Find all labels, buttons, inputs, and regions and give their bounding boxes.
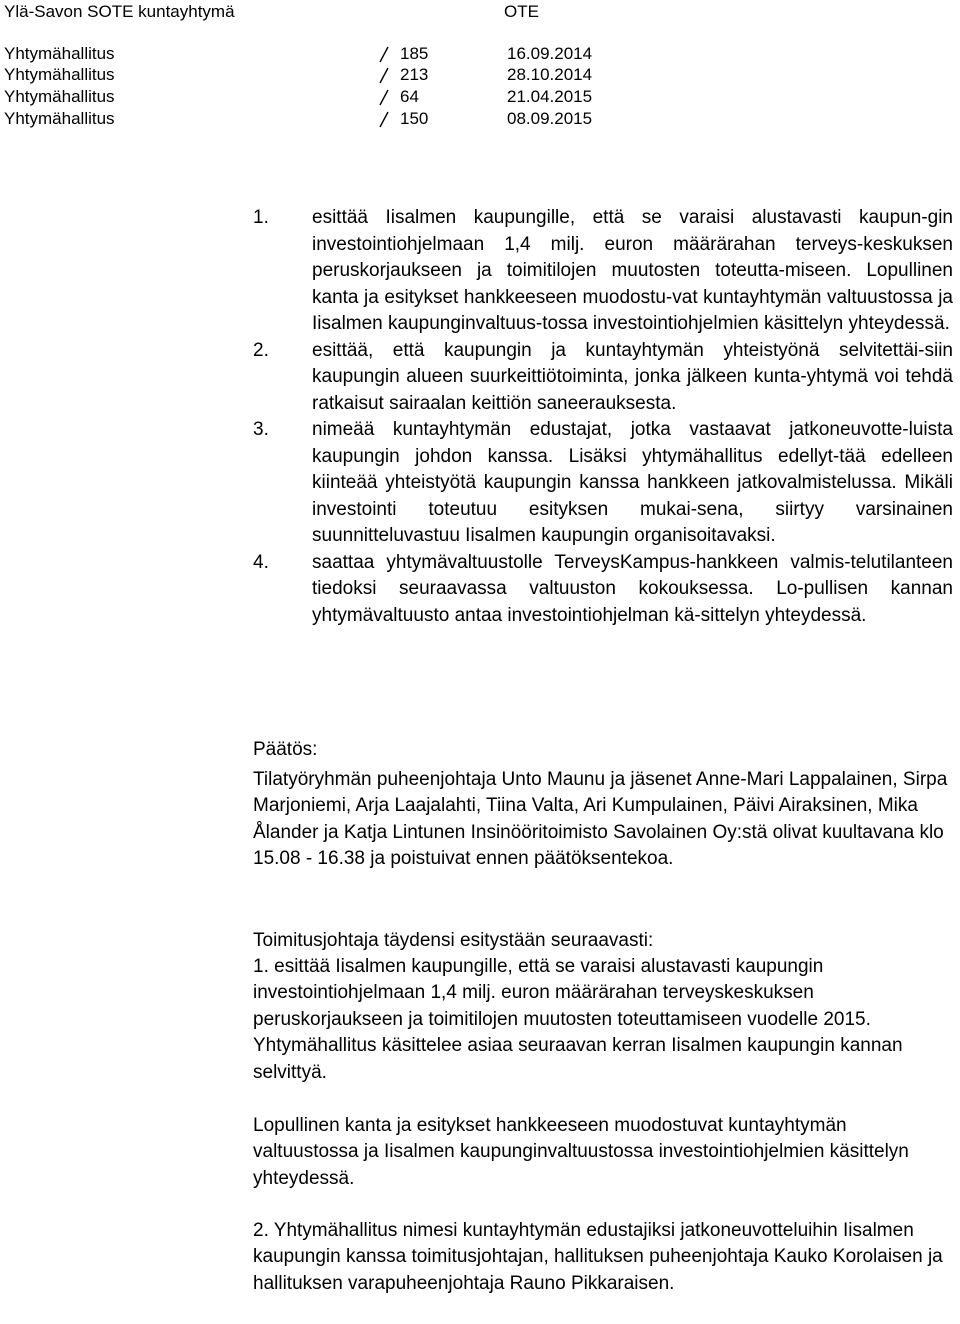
proposal-item: [253, 417, 953, 550]
proposal-item: [253, 205, 953, 338]
item-text: esittää, että kaupungin ja kuntayhtymän yhteistyönä selvitettäi-siin kaupungin alueen suurkeittiötoiminta, jonka jälkeen kunta-yhtymä voi tehdä ratkaisut sairaalan keittiön saneerauksesta.: [312, 339, 953, 414]
supplement-item-1-continued: Lopullinen kanta ja esitykset hankkeeseen muodostuvat kuntayhtymän valtuustossa ja Iisalmen kaupunginvaltuustossa investointiohjelmien käsittelyn yhteydessä.: [253, 1115, 909, 1189]
section-mark-icon: [377, 67, 391, 84]
item-number: 3.: [253, 419, 269, 440]
reference-number: 185: [400, 44, 429, 63]
reference-body: Yhtymähallitus: [4, 109, 115, 128]
supplement-intro: Toimitusjohtaja täydensi esitystään seuraavasti:: [253, 930, 654, 951]
reference-row: [4, 86, 704, 108]
section-mark-icon: [377, 46, 391, 63]
supplement-item-2: 2. Yhtymähallitus nimesi kuntayhtymän edustajiksi jatkoneuvotteluihin Iisalmen kaupungin kanssa toimitusjohtajan, hallituksen puheenjohtaja Kauko Korolaisen ja hallituksen varapuheenjohtaja Rauno Pikkaraisen.: [253, 1220, 943, 1294]
item-number: 4.: [253, 551, 269, 573]
reference-row: [4, 43, 704, 65]
item-number: 1.: [253, 207, 269, 228]
reference-date: 28.10.2014: [507, 65, 593, 84]
item-text: saattaa yhtymävaltuustolle TerveysKampus-hankkeen valmis-telutilanteen tiedoksi seuraavassa valtuuston kokouksessa. Lo-pullisen kannan yhtymävaltuusto antaa investointiohjelman kä-sittelyn yhteydessä.: [312, 551, 953, 626]
decision-paragraph: Tilatyöryhmän puheenjohtaja Unto Maunu ja jäsenet Anne-Mari Lappalainen, Sirpa Marjoniemi, Arja Laajalahti, Tiina Valta, Ari Kumpulainen, Päivi Airaksinen, Mika Ålander ja Katja Lintunen Insinööritoimisto Savolainen Oy:stä olivat kuultavana klo 15.08 - 16.38 ja poistuivat ennen päätöksentekoa.: [253, 769, 948, 870]
reference-row: [4, 64, 704, 86]
item-number: 2.: [253, 339, 269, 361]
supplement-item-1: 1. esittää Iisalmen kaupungille, että se varaisi alustavasti kaupungin investointiohjelmaan 1,4 milj. euron määrärahan terveyskeskuksen peruskorjaukseen ja toimitilojen muutosten toteuttamiseen vuodelle 2015. Yhtymähallitus käsittelee asiaa seuraavan kerran Iisalmen kaupungin kannan selvittyä.: [253, 956, 903, 1083]
reference-number: 213: [400, 65, 429, 84]
reference-date: 16.09.2014: [507, 44, 593, 63]
item-text: nimeää kuntayhtymän edustajat, jotka vastaavat jatkoneuvotte-luista kaupungin johdon kanssa. Lisäksi yhtymähallitus edellyt-tää edelleen kiinteää yhteistyötä kaupungin kanssa hankkeen jatkovalmistelussa. Mikäli investointi toteutuu esityksen mukai-sena, siirtyy varsinainen suunnitteluvastuu Iisalmen kaupungin organisoitavaksi.: [312, 419, 953, 546]
item-text: esittää Iisalmen kaupungille, että se varaisi alustavasti kaupun-gin investointiohjelmaan 1,4 milj. euron määrärahan terveys-keskuksen peruskorjaukseen ja toimitilojen muutosten toteutta-miseen. Lopullinen kanta ja esitykset hankkeeseen muodostu-vat kuntayhtymän valtuustossa ja Iisalmen kaupunginvaltuus-tossa investointiohjelmien käsittelyn yhteydessä.: [312, 207, 953, 334]
section-mark-icon: [377, 89, 391, 106]
reference-date: 08.09.2015: [507, 109, 593, 128]
proposal-list: [253, 205, 953, 629]
reference-body: Yhtymähallitus: [4, 65, 115, 84]
decision-heading: Päätös:: [253, 739, 318, 760]
section-mark-icon: [377, 111, 391, 128]
reference-body: Yhtymähallitus: [4, 87, 115, 106]
reference-body: Yhtymähallitus: [4, 44, 115, 63]
organization-name: Ylä-Savon SOTE kuntayhtymä: [4, 2, 235, 21]
reference-number: 64: [400, 87, 419, 106]
proposal-item: [253, 550, 953, 630]
proposal-item: [253, 338, 953, 418]
reference-date: 21.04.2015: [507, 87, 593, 106]
document-type: OTE: [504, 2, 539, 21]
reference-row: [4, 108, 704, 130]
reference-number: 150: [400, 109, 429, 128]
